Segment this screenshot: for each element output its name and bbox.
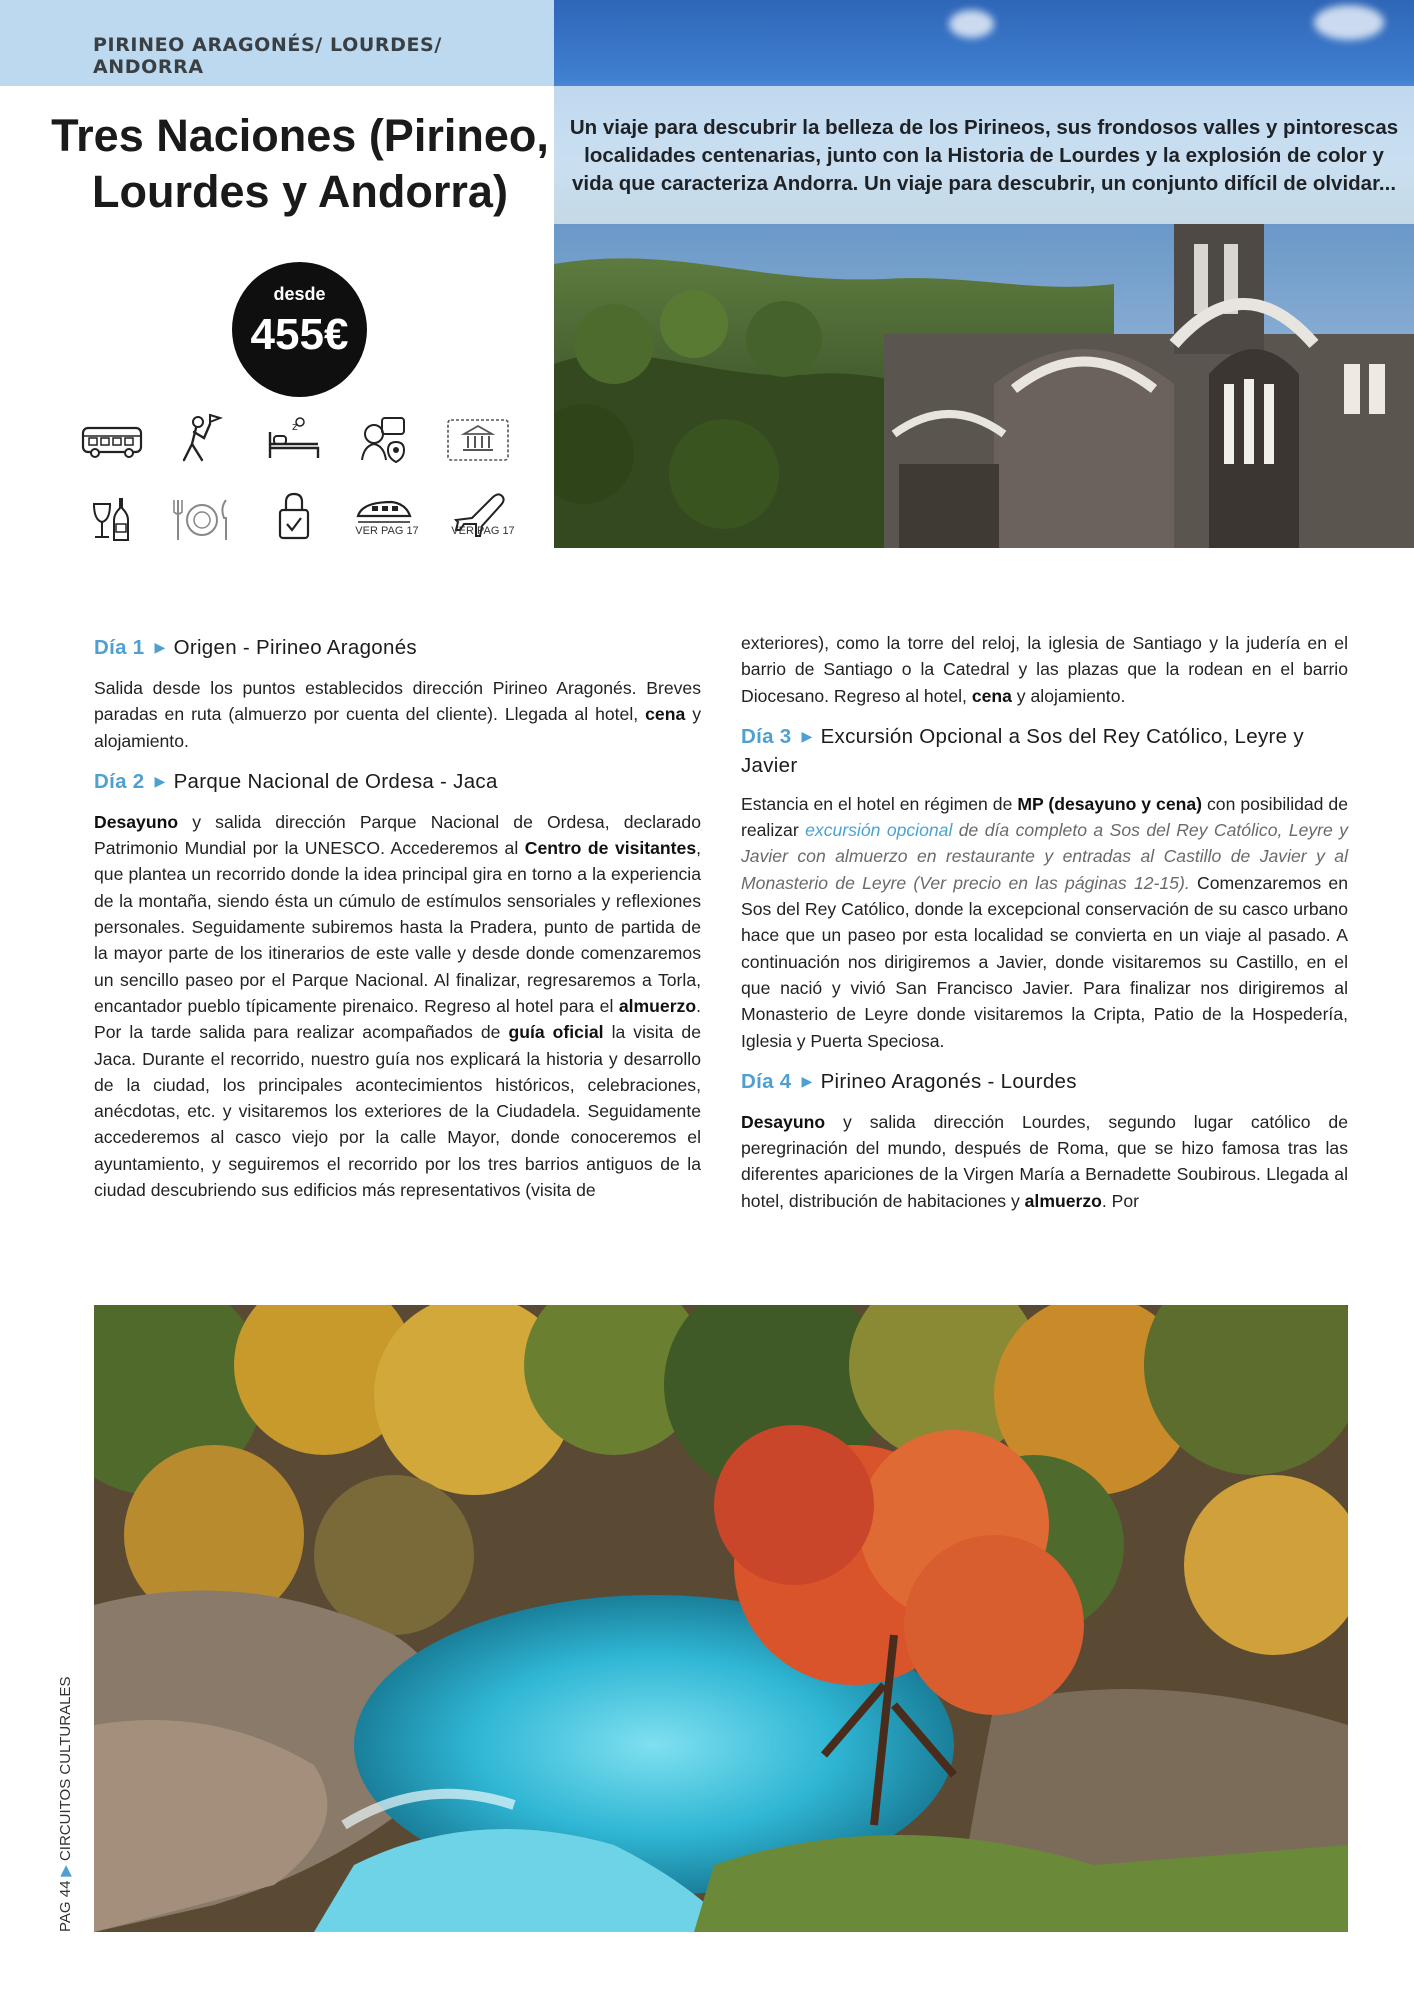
section-label: CIRCUITOS CULTURALES bbox=[57, 1676, 74, 1862]
train-caption: VER PAG 17 bbox=[355, 525, 419, 537]
entrance-ticket-icon bbox=[446, 414, 510, 466]
region-tab-label: PIRINEO ARAGONÉS/ LOURDES/ ANDORRA bbox=[93, 34, 442, 78]
day-2-guia: guía oficial bbox=[508, 1022, 604, 1043]
day-1-body bbox=[94, 675, 701, 754]
day-4-title: Pirineo Aragonés - Lourdes bbox=[820, 1069, 1077, 1093]
day-1-text-end: y alojamiento. bbox=[94, 704, 702, 751]
trip-title bbox=[40, 108, 560, 220]
intro-text: Un viaje para descubrir la belleza de los Pirineos, sus frondosos valles y pintorescas localidades centenarias, junto con la Historia de Lourdes y la explosión de color y vida que caracteriza Andorra. Un viaje para descubrir, un conjunto difícil de olvidar... bbox=[569, 116, 1399, 195]
day-1-text: Salida desde los puntos establecidos dirección Pirineo Aragonés. Breves paradas en ruta (almuerzo por cuenta del cliente). Llegada al hotel, bbox=[94, 678, 701, 725]
day-2-text-c: . Por la tarde salida para realizar acompañados de bbox=[94, 995, 701, 1043]
cloud-decoration bbox=[949, 10, 994, 38]
day-2-cena: cena bbox=[971, 685, 1012, 706]
day-3-optional-text: de día completo a Sos del Rey Católico, Leyre y Javier con almuerzo en restaurante y entradas al Castillo de Javier y al Monasterio de Leyre (Ver precio en las páginas 12-15). bbox=[741, 820, 1349, 893]
day-2-title: Parque Nacional de Ordesa - Jaca bbox=[173, 769, 498, 793]
day-2-heading bbox=[94, 768, 701, 797]
chevron-right-icon: ▶ bbox=[801, 727, 813, 744]
day-3-text-a: Estancia en el hotel en régimen de bbox=[741, 793, 1018, 814]
church-illustration bbox=[554, 224, 1414, 548]
hotel-bed-icon bbox=[262, 414, 326, 466]
day-1-heading bbox=[94, 634, 701, 663]
day-2-centro: Centro de visitantes bbox=[524, 838, 697, 859]
intro-box bbox=[554, 86, 1414, 224]
itinerary-left-column bbox=[94, 634, 701, 1217]
day-4-text-b: . Por bbox=[1101, 1190, 1140, 1211]
chevron-right-icon: ▶ bbox=[154, 772, 166, 789]
day-4-text-a: y salida dirección Lourdes, segundo lugar católico de peregrinación del mundo, después de Roma, que se hizo famosa tras las diferentes apariciones de la Virgen María a Bernadette Soubirous. Llegada al hotel, distribución de habitaciones y bbox=[741, 1111, 1348, 1211]
price-badge bbox=[232, 262, 367, 397]
region-tab bbox=[0, 0, 554, 86]
day-4-body bbox=[741, 1109, 1348, 1214]
day-3-title: Excursión Opcional a Sos del Rey Católico, Leyre y Javier bbox=[741, 724, 1304, 777]
cloud-decoration bbox=[1314, 5, 1384, 40]
day-2-text-d: la visita de Jaca. Durante el recorrido, nuestro guía nos explicará la historia y desarrollo de la ciudad, los principales acontecimientos históricos, celebraciones, anécdotas, etc. y visitaremos los exteriores de la Ciudadela. Seguidamente accederemos al casco viejo por la calle Mayor, donde conoceremos el ayuntamiento, y seguiremos el recorrido por los tres barrios antiguos de la ciudad descubriendo sus edificios más representativos (visita de bbox=[94, 1022, 701, 1201]
svg-text:z: z bbox=[292, 420, 298, 433]
chevron-right-icon: ▶ bbox=[57, 1865, 74, 1877]
day-2-continued bbox=[741, 630, 1348, 709]
day-2-desayuno: Desayuno bbox=[94, 811, 179, 832]
day-3-mp: MP (desayuno y cena) bbox=[1017, 793, 1203, 814]
day-2-almuerzo: almuerzo bbox=[618, 995, 697, 1016]
price-value: 455€ bbox=[250, 310, 349, 359]
meals-icon bbox=[170, 494, 234, 546]
audio-guide-icon bbox=[352, 414, 416, 466]
trip-title-line1: Tres Naciones (Pirineo, bbox=[51, 110, 549, 161]
day-3-heading bbox=[741, 723, 1348, 779]
day-3-number: Día 3 bbox=[741, 724, 792, 748]
day-2-text-e: exteriores), como la torre del reloj, la iglesia de Santiago y la judería en el barrio de Santiago o la Catedral y las plazas que la rodean en el barrio Diocesano. Regreso al hotel, bbox=[741, 633, 1348, 706]
ordesa-river-photo bbox=[94, 1305, 1348, 1932]
bus-icon bbox=[80, 416, 144, 468]
day-2-body bbox=[94, 809, 701, 1203]
chevron-right-icon: ▶ bbox=[801, 1072, 813, 1089]
hiking-guide-icon bbox=[172, 414, 236, 466]
day-3-text-b: con posibilidad de realizar bbox=[741, 793, 1348, 841]
day-3-body bbox=[741, 791, 1348, 1054]
chevron-right-icon: ▶ bbox=[154, 639, 166, 655]
plane-caption: VER PAG 17 bbox=[451, 525, 515, 537]
day-1-cena: cena bbox=[645, 704, 686, 725]
day-1-title: Origen - Pirineo Aragonés bbox=[173, 636, 417, 659]
day-4-heading bbox=[741, 1068, 1348, 1097]
travel-insurance-icon bbox=[262, 490, 326, 542]
hero-photo bbox=[554, 0, 1414, 548]
wine-drinks-icon bbox=[80, 494, 144, 546]
itinerary-right-column bbox=[741, 630, 1348, 1228]
page-number: PAG 44 bbox=[57, 1880, 74, 1932]
optional-excursion-link[interactable]: excursión opcional bbox=[805, 820, 953, 841]
day-1-number: Día 1 bbox=[94, 636, 145, 659]
day-3-text-c: Comenzaremos en Sos del Rey Católico, donde la excepcional conservación de su casco urbano hace que un paseo por esta localidad se convierta en un viaje al pasado. A continuación nos dirigiremos a Javier, donde visitaremos su Castillo, en el que nació y vivió San Francisco Javier. Para finalizar nos dirigiremos al Monasterio de Leyre donde visitaremos la Cripta, Patio de la Hospedería, Iglesia y Puerta Speciosa. bbox=[741, 872, 1349, 1051]
day-2-text-b: , que plantea un recorrido donde la idea principal gira en torno a la experiencia de la montaña, siendo ésta un cúmulo de estímulos sensoriales y reflexiones personales. Seguidamente subiremos hasta la Pradera, punto de partida de la mayor parte de los itinerarios de este valle y desde donde comenzaremos un sencillo paseo por el Parque Nacional. Al finalizar, regresaremos a Torla, encantador pueblo típicamente pirenaico. Regreso al hotel para el bbox=[94, 838, 701, 1016]
day-4-desayuno: Desayuno bbox=[741, 1111, 826, 1132]
day-4-number: Día 4 bbox=[741, 1069, 792, 1093]
page-footer bbox=[56, 1677, 74, 1932]
day-2-text-f: y alojamiento. bbox=[1011, 685, 1126, 706]
day-2-text-a: y salida dirección Parque Nacional de Ordesa, declarado Patrimonio Mundial por la UNESCO. Accederemos al bbox=[94, 811, 701, 859]
day-2-number: Día 2 bbox=[94, 769, 145, 793]
price-from-label: desde bbox=[273, 284, 326, 304]
day-4-almuerzo: almuerzo bbox=[1024, 1190, 1102, 1211]
trip-title-line2: Lourdes y Andorra) bbox=[92, 166, 508, 217]
river-landscape-illustration bbox=[94, 1305, 1348, 1932]
